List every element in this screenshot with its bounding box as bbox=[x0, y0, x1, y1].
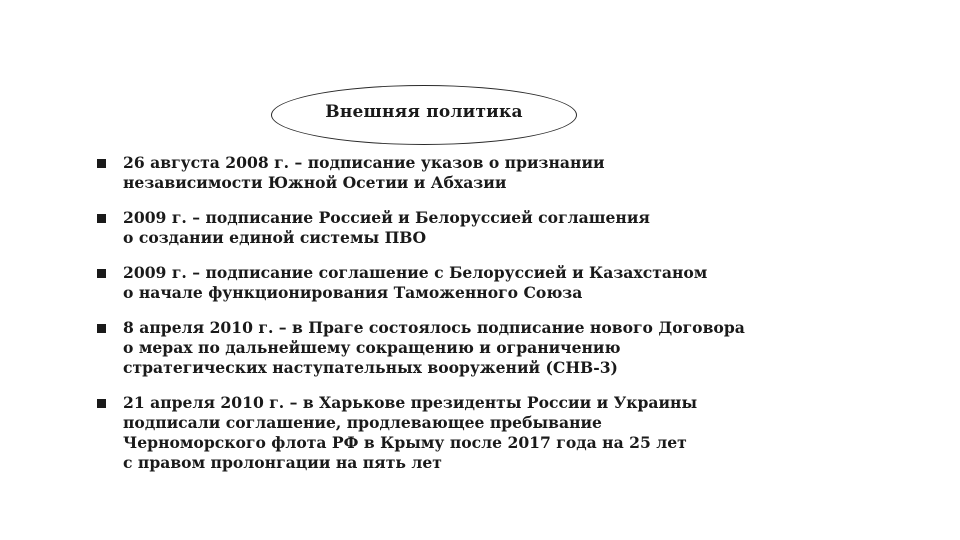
events-list bbox=[96, 153, 816, 488]
title-oval bbox=[271, 85, 577, 145]
list-item bbox=[96, 153, 816, 193]
item-line: 2009 г. – подписание Россией и Белоруссией соглашения bbox=[123, 208, 650, 227]
square-bullet-icon bbox=[97, 269, 106, 278]
list-item bbox=[96, 393, 816, 473]
item-line: 8 апреля 2010 г. – в Праге состоялось подписание нового Договора bbox=[123, 318, 745, 337]
square-bullet-icon bbox=[97, 324, 106, 333]
item-line: о мерах по дальнейшему сокращению и ограничению bbox=[123, 338, 621, 357]
item-line: 2009 г. – подписание соглашение с Белоруссией и Казахстаном bbox=[123, 263, 708, 282]
list-item bbox=[96, 318, 816, 378]
item-line: с правом пролонгации на пять лет bbox=[123, 453, 442, 472]
item-line: подписали соглашение, продлевающее пребывание bbox=[123, 413, 602, 432]
item-line: о начале функционирования Таможенного Союза bbox=[123, 283, 583, 302]
item-line: независимости Южной Осетии и Абхазии bbox=[123, 173, 507, 192]
item-line: о создании единой системы ПВО bbox=[123, 228, 427, 247]
item-line: 21 апреля 2010 г. – в Харькове президенты России и Украины bbox=[123, 393, 698, 412]
square-bullet-icon bbox=[97, 399, 106, 408]
list-item bbox=[96, 263, 816, 303]
item-line: 26 августа 2008 г. – подписание указов о признании bbox=[123, 153, 605, 172]
item-line: Черноморского флота РФ в Крыму после 2017 года на 25 лет bbox=[123, 433, 687, 452]
item-line: стратегических наступательных вооружений (СНВ-3) bbox=[123, 358, 618, 377]
list-item bbox=[96, 208, 816, 248]
square-bullet-icon bbox=[97, 159, 106, 168]
square-bullet-icon bbox=[97, 214, 106, 223]
page-title: Внешняя политика bbox=[325, 102, 523, 122]
